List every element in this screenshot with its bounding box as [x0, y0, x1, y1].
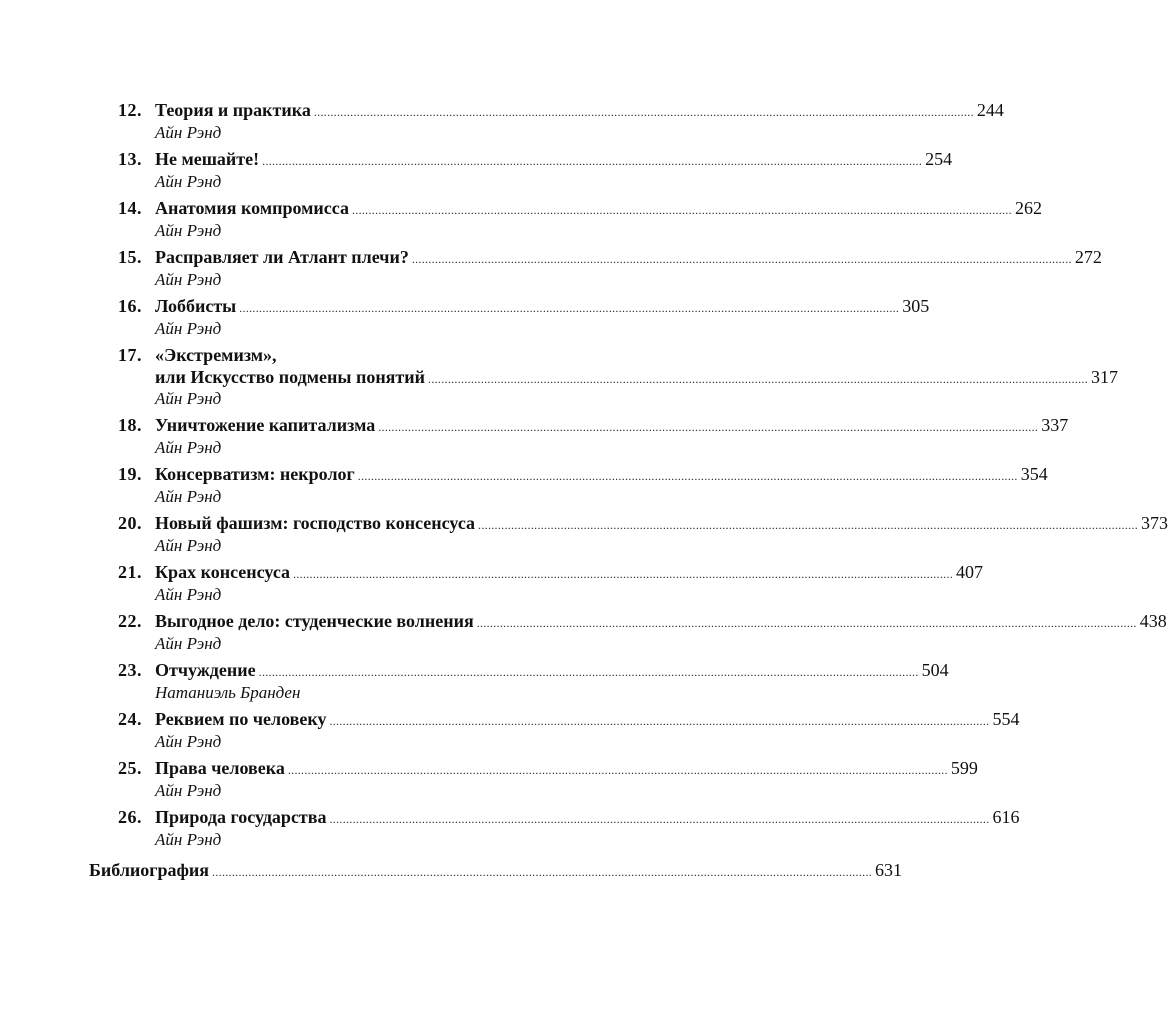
- toc-entry[interactable]: [0, 343, 1119, 413]
- chapter-number: 17.: [118, 345, 142, 365]
- chapter-title-first-line: «Экстремизм»,: [155, 345, 277, 365]
- chapter-title: Не мешайте!: [155, 149, 260, 169]
- leader-dots: ........................................................................................................................................................................................................: [212, 865, 873, 879]
- toc-entry[interactable]: [0, 245, 1102, 294]
- chapter-number: 22.: [118, 611, 142, 631]
- chapter-number: 18.: [118, 415, 142, 435]
- chapter-title: Выгодное дело: студенческие волнения: [155, 611, 474, 631]
- chapter-author: Айн Рэнд: [155, 123, 222, 142]
- chapter-author: Айн Рэнд: [155, 438, 222, 457]
- chapter-title-line: [155, 294, 930, 318]
- page-number: 254: [925, 149, 953, 169]
- chapter-author: Айн Рэнд: [155, 732, 222, 751]
- chapter-title: или Искусство подмены понятий: [155, 367, 426, 387]
- chapter-title-line: [155, 560, 984, 584]
- toc-entry[interactable]: [0, 98, 1004, 147]
- chapter-title: Реквием по человеку: [155, 709, 327, 729]
- page-number: 262: [1014, 198, 1042, 218]
- leader-dots: ........................................................................................................................................................................................................: [313, 105, 974, 119]
- chapter-title-line: [155, 365, 1119, 389]
- toc-entry[interactable]: [0, 511, 1168, 560]
- chapter-title-line: [155, 462, 1048, 486]
- leader-dots: ........................................................................................................................................................................................................: [357, 469, 1018, 483]
- chapter-number: 23.: [118, 660, 142, 680]
- chapter-title-line: [155, 658, 949, 682]
- page-number: 599: [950, 758, 978, 778]
- chapter-title-line: [155, 707, 1020, 731]
- chapter-title-line: [155, 805, 1020, 829]
- chapter-author: Айн Рэнд: [155, 634, 222, 653]
- leader-dots: ........................................................................................................................................................................................................: [428, 372, 1089, 386]
- toc-entry[interactable]: [0, 147, 953, 196]
- leader-dots: ........................................................................................................................................................................................................: [262, 154, 923, 168]
- page-number: 305: [902, 296, 930, 316]
- leader-dots: ........................................................................................................................................................................................................: [378, 420, 1039, 434]
- page-number: 317: [1091, 367, 1119, 387]
- chapter-number: 25.: [118, 758, 142, 778]
- page-number: 631: [875, 860, 903, 880]
- chapter-title-line: [155, 756, 978, 780]
- toc-entry[interactable]: [0, 658, 949, 707]
- chapter-author: Айн Рэнд: [155, 270, 222, 289]
- chapter-number: 24.: [118, 709, 142, 729]
- chapter-title: Отчуждение: [155, 660, 256, 680]
- toc-entry[interactable]: [0, 560, 984, 609]
- chapter-title: Новый фашизм: господство консенсуса: [155, 513, 476, 533]
- chapter-author: Айн Рэнд: [155, 830, 222, 849]
- chapter-title-line: [155, 511, 1168, 535]
- leader-dots: ........................................................................................................................................................................................................: [239, 301, 900, 315]
- leader-dots: ........................................................................................................................................................................................................: [329, 714, 990, 728]
- chapter-number: 26.: [118, 807, 142, 827]
- leader-dots: ........................................................................................................................................................................................................: [329, 812, 990, 826]
- page-number: 407: [956, 562, 984, 582]
- toc-entry[interactable]: [0, 805, 1020, 854]
- chapter-title-line: [155, 413, 1069, 437]
- chapter-title-line: [155, 245, 1102, 269]
- chapter-number: 15.: [118, 247, 142, 267]
- chapter-title-line: [155, 98, 1004, 122]
- chapter-title: Природа государства: [155, 807, 327, 827]
- chapter-number: 20.: [118, 513, 142, 533]
- chapter-author: Айн Рэнд: [155, 389, 222, 408]
- chapter-author: Айн Рэнд: [155, 487, 222, 506]
- toc-entry[interactable]: [0, 707, 1020, 756]
- page-number: 354: [1020, 464, 1048, 484]
- chapter-number: 19.: [118, 464, 142, 484]
- toc-entry[interactable]: [0, 413, 1069, 462]
- page-number: 244: [976, 100, 1004, 120]
- leader-dots: ........................................................................................................................................................................................................: [258, 665, 919, 679]
- leader-dots: ........................................................................................................................................................................................................: [351, 203, 1012, 217]
- leader-dots: ........................................................................................................................................................................................................: [287, 763, 948, 777]
- chapter-number: 14.: [118, 198, 142, 218]
- leader-dots: ........................................................................................................................................................................................................: [411, 252, 1072, 266]
- page-number: 373: [1141, 513, 1168, 533]
- leader-dots: ........................................................................................................................................................................................................: [476, 616, 1137, 630]
- chapter-author: Айн Рэнд: [155, 221, 222, 240]
- page-number: 438: [1139, 611, 1167, 631]
- chapter-title: Лоббисты: [155, 296, 237, 316]
- chapter-title-line: [155, 147, 953, 171]
- page-number: 272: [1074, 247, 1102, 267]
- bibliography-entry[interactable]: [89, 858, 903, 882]
- page-number: 616: [992, 807, 1020, 827]
- chapter-number: 21.: [118, 562, 142, 582]
- table-of-contents: [0, 98, 1168, 854]
- chapter-author: Айн Рэнд: [155, 781, 222, 800]
- leader-dots: ........................................................................................................................................................................................................: [293, 567, 954, 581]
- chapter-author: Натаниэль Бранден: [155, 683, 301, 702]
- bibliography-title: Библиография: [89, 860, 210, 880]
- chapter-title: Права человека: [155, 758, 285, 778]
- toc-entry[interactable]: [0, 609, 1167, 658]
- chapter-title: Анатомия компромисса: [155, 198, 349, 218]
- leader-dots: ........................................................................................................................................................................................................: [478, 518, 1139, 532]
- chapter-title: Теория и практика: [155, 100, 311, 120]
- toc-entry[interactable]: [0, 756, 978, 805]
- chapter-author: Айн Рэнд: [155, 536, 222, 555]
- chapter-title: Уничтожение капитализма: [155, 415, 376, 435]
- toc-entry[interactable]: [0, 294, 930, 343]
- chapter-number: 16.: [118, 296, 142, 316]
- chapter-title: Консерватизм: некролог: [155, 464, 355, 484]
- toc-entry[interactable]: [0, 196, 1042, 245]
- chapter-title-line: [155, 609, 1167, 633]
- chapter-number: 13.: [118, 149, 142, 169]
- chapter-author: Айн Рэнд: [155, 319, 222, 338]
- chapter-author: Айн Рэнд: [155, 172, 222, 191]
- page-number: 337: [1041, 415, 1069, 435]
- chapter-title-line: [155, 196, 1042, 220]
- toc-entry[interactable]: [0, 462, 1048, 511]
- chapter-author: Айн Рэнд: [155, 585, 222, 604]
- page-number: 554: [992, 709, 1020, 729]
- chapter-title: Расправляет ли Атлант плечи?: [155, 247, 409, 267]
- page-number: 504: [921, 660, 949, 680]
- chapter-title: Крах консенсуса: [155, 562, 291, 582]
- chapter-number: 12.: [118, 100, 142, 120]
